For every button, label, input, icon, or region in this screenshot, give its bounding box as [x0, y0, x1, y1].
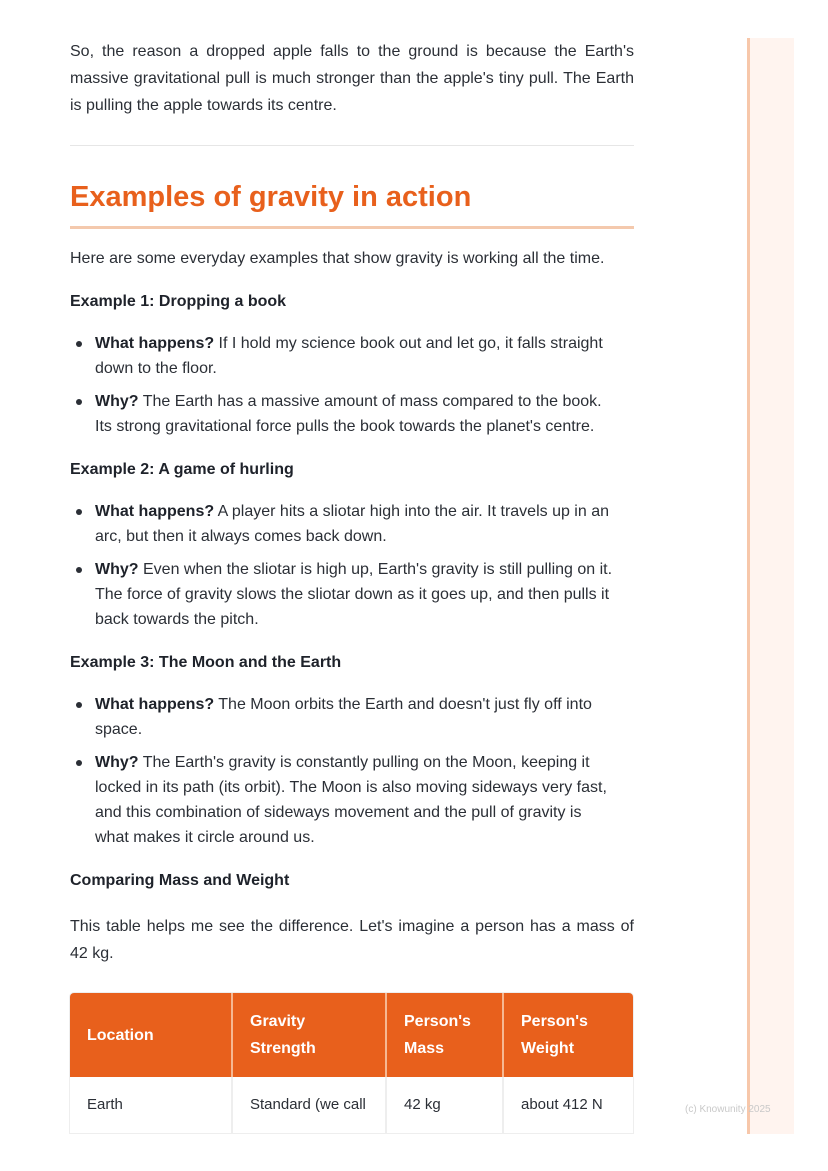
bullet-item — [70, 692, 615, 742]
comparison-lead: This table helps me see the difference. Let's imagine a person has a mass of 42 kg. — [70, 918, 634, 962]
mass-weight-table — [70, 993, 633, 1133]
bullet-label: What happens? — [95, 335, 215, 352]
bullet-text: Even when the sliotar is high up, Earth's gravity is still pulling on it. The force of gravity slows the sliotar down as it goes up, and then pulls it back towards the pitch. — [95, 561, 613, 628]
table-cell: Earth — [70, 1077, 232, 1133]
example-bullets — [70, 499, 634, 632]
bullet-text: The Earth has a massive amount of mass compared to the book. Its strong gravitational force pulls the book towards the planet's centre. — [95, 393, 602, 435]
bullet-label: What happens? — [95, 696, 215, 713]
bullet-label: Why? — [95, 561, 139, 578]
table-row — [70, 1077, 633, 1133]
example-3 — [70, 650, 634, 850]
bullet-label: What happens? — [95, 503, 215, 520]
side-margin-panel — [747, 38, 794, 1134]
comparison-table-wrapper — [70, 993, 633, 1133]
document-content — [70, 38, 634, 1133]
bullet-text: If I hold my science book out and let go, it falls straight down to the floor. — [95, 335, 603, 377]
bullet-label: Why? — [95, 754, 139, 771]
copyright-footer: (c) Knowunity 2025 — [685, 1104, 771, 1115]
table-cell: Standard (we call — [232, 1077, 386, 1133]
section-divider — [70, 145, 634, 146]
bullet-item — [70, 331, 615, 381]
bullet-label: Why? — [95, 393, 139, 410]
example-1 — [70, 289, 634, 439]
bullet-text: The Earth's gravity is constantly pulling on the Moon, keeping it locked in its path (its orbit). The Moon is also moving sideways very fast, and this combination of sideways movement and the pull of gravity is what makes it circle around us. — [95, 754, 607, 846]
bullet-dot-icon — [76, 509, 82, 515]
section-lead: Here are some everyday examples that show gravity is working all the time. — [70, 250, 605, 267]
bullet-item — [70, 389, 615, 439]
bullet-text: The Moon orbits the Earth and doesn't just fly off into space. — [95, 696, 592, 738]
section-title: Examples of gravity in action — [70, 179, 634, 229]
bullet-dot-icon — [76, 760, 82, 766]
example-title: Example 2: A game of hurling — [70, 461, 294, 478]
example-bullets — [70, 692, 634, 850]
bullet-dot-icon — [76, 341, 82, 347]
bullet-item — [70, 499, 615, 549]
bullet-text: A player hits a sliotar high into the air. It travels up in an arc, but then it always comes back down. — [95, 503, 609, 545]
bullet-dot-icon — [76, 567, 82, 573]
table-cell: about 412 N — [521, 1096, 603, 1113]
bullet-dot-icon — [76, 702, 82, 708]
table-header-row — [70, 993, 633, 1077]
comparison-title: Comparing Mass and Weight — [70, 872, 290, 889]
table-cell: 42 kg — [386, 1077, 503, 1133]
example-title: Example 1: Dropping a book — [70, 293, 287, 310]
example-2 — [70, 457, 634, 632]
column-header-gravity-strength: Gravity Strength — [232, 993, 386, 1077]
bullet-item — [70, 750, 615, 850]
column-header-weight: Person's Weight — [503, 993, 633, 1077]
example-title: Example 3: The Moon and the Earth — [70, 654, 342, 671]
column-header-location: Location — [70, 993, 232, 1077]
bullet-dot-icon — [76, 399, 82, 405]
column-header-mass: Person's Mass — [386, 993, 503, 1077]
example-bullets — [70, 331, 634, 439]
intro-paragraph: So, the reason a dropped apple falls to the ground is because the Earth's massive gravitational pull is much stronger than the apple's tiny pull. The Earth is pulling the apple towards its centre. — [70, 43, 634, 114]
bullet-item — [70, 557, 615, 632]
